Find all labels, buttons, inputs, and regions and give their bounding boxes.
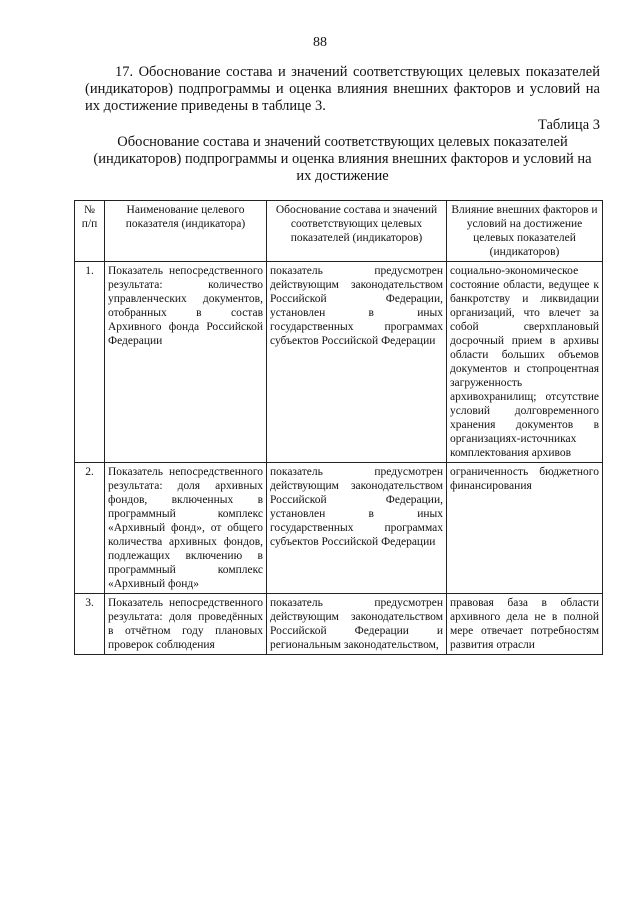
header-number: № п/п (75, 201, 105, 262)
table-row (75, 262, 603, 463)
indicator-justification: показатель предусмотрен действующим законодательством Российской Федерации, установлен в иных государственных программах субъектов Российской Федерации (267, 463, 447, 594)
header-external-factors: Влияние внешних факторов и условий на достижение целевых показателей (индикаторов) (447, 201, 603, 262)
indicator-name: Показатель непосредственного результата: доля проведённых в отчётном году плановых проверок соблюдения (105, 594, 267, 655)
row-number: 2. (75, 463, 105, 594)
row-number: 3. (75, 594, 105, 655)
header-indicator-name: Наименование целевого показателя (индикатора) (105, 201, 267, 262)
external-factors: ограниченность бюджетного финансирования (447, 463, 603, 594)
row-number: 1. (75, 262, 105, 463)
table-label: Таблица 3 (537, 117, 600, 133)
table-row (75, 463, 603, 594)
table-row (75, 594, 603, 655)
indicator-name: Показатель непосредственного результата: доля архивных фондов, включенных в программный комплекс «Архивный фонд», от общего количества архивных фондов, подлежащих включению в программный комплекс «Архивный фонд» (105, 463, 267, 594)
indicator-justification: показатель предусмотрен действующим законодательством Российской Федерации, установлен в иных государственных программах субъектов Российской Федерации (267, 262, 447, 463)
page-number: 88 (313, 35, 327, 50)
table-header-row (75, 201, 603, 262)
external-factors: правовая база в области архивного дела не в полной мере отвечает потребностям развития отрасли (447, 594, 603, 655)
external-factors: социально-экономическое состояние области, ведущее к банкротству и ликвидации организаций, что влечет за собой сверхплановый досрочный прием в архивы области больших объемов документов и стопроцентная загруженность архивохранилищ; отсутствие условий долговременного хранения документов в организациях-источниках комплектования архивов (447, 262, 603, 463)
table-title: Обоснование состава и значений соответствующих целевых показателей (индикаторов) подпрограммы и оценка влияния внешних факторов и условий на их достижение (93, 134, 592, 184)
header-justification: Обоснование состава и значений соответствующих целевых показателей (индикаторов) (267, 201, 447, 262)
indicator-justification: показатель предусмотрен действующим законодательством Российской Федерации и региональным законодательством, (267, 594, 447, 655)
indicators-table (74, 200, 603, 655)
indicator-name: Показатель непосредственного результата: количество управленческих документов, отобранных в состав Архивного фонда Российской Федерации (105, 262, 267, 463)
intro-paragraph: 17. Обоснование состава и значений соответствующих целевых показателей (индикаторов) подпрограммы и оценка влияния внешних факторов и условий на их достижение приведены в таблице 3. (85, 64, 600, 114)
